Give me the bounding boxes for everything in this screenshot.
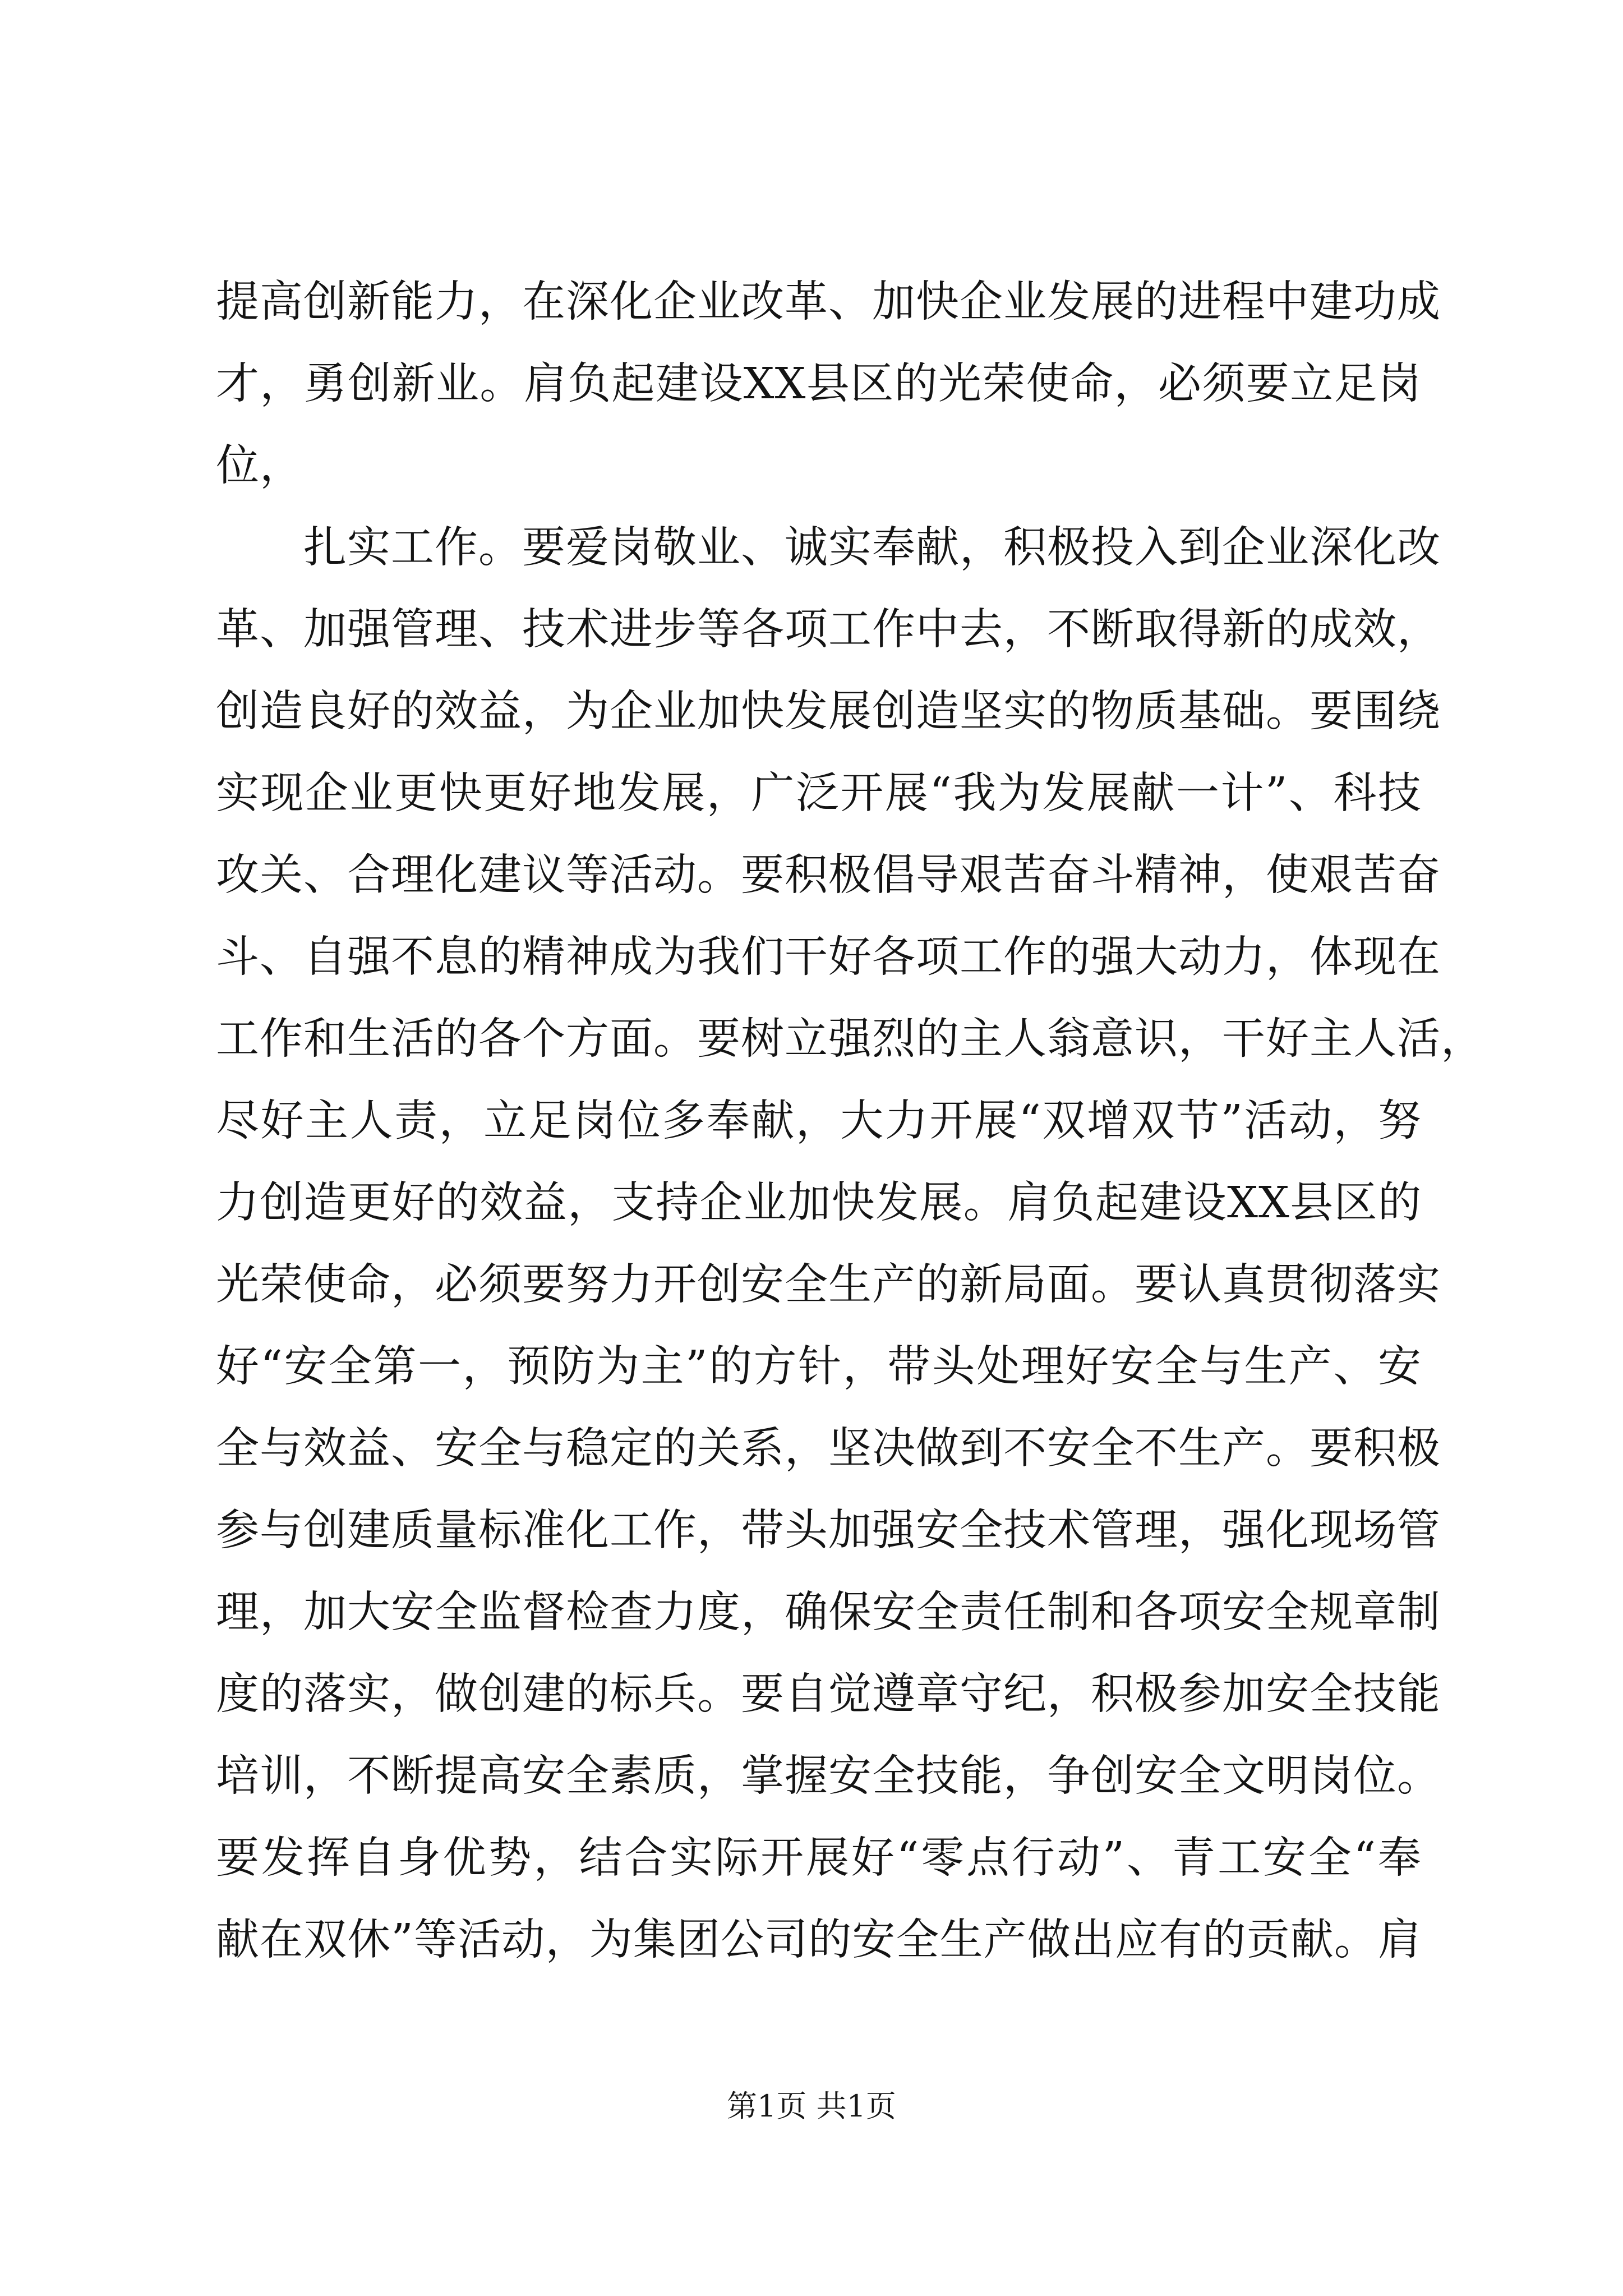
text-line: 提高创新能力，在深化企业改革、加快企业发展的进程中建功成 [216,277,1441,327]
text-line: 光荣使命，必须要努力开创安全生产的新局面。要认真贯彻落实 [216,1260,1441,1310]
text-line: 实现企业更快更好地发展，广泛开展“我为发展献一计”、科技 [216,769,1422,818]
text-line: 工作和生活的各个方面。要树立强烈的主人翁意识，干好主人活， [216,1014,1484,1064]
text-line: 参与创建质量标准化工作，带头加强安全技术管理，强化现场管 [216,1506,1441,1556]
text-line: 全与效益、安全与稳定的关系，坚决做到不安全不生产。要积极 [216,1424,1441,1474]
page-number-footer: 第1页 共1页 [727,2088,896,2124]
text-line: 理，加大安全监督检查力度，确保安全责任制和各项安全规章制 [216,1588,1441,1637]
text-line: 尽好主人责，立足岗位多奉献，大力开展“双增双节”活动，努 [216,1096,1422,1146]
text-line: 度的落实，做创建的标兵。要自觉遵章守纪，积极参加安全技能 [216,1669,1441,1719]
text-line: 革、加强管理、技术进步等各项工作中去，不断取得新的成效， [216,605,1441,655]
body-text [216,261,1484,1981]
text-line: 培训，不断提高安全素质，掌握安全技能，争创安全文明岗位。 [216,1751,1441,1801]
text-line: 要发挥自身优势，结合实际开展好“零点行动”、青工安全“奉 [216,1833,1422,1883]
text-line: 位， [216,441,303,491]
text-line: 斗、自强不息的精神成为我们干好各项工作的强大动力，体现在 [216,932,1441,982]
text-line: 才，勇创新业。肩负起建设XX县区的光荣使命，必须要立足岗 [216,359,1422,409]
text-line: 扎实工作。要爱岗敬业、诚实奉献，积极投入到企业深化改 [303,523,1441,573]
text-line: 攻关、合理化建议等活动。要积极倡导艰苦奋斗精神，使艰苦奋 [216,850,1441,900]
text-line: 创造良好的效益，为企业加快发展创造坚实的物质基础。要围绕 [216,687,1441,737]
text-line: 力创造更好的效益，支持企业加快发展。肩负起建设XX县区的 [216,1178,1422,1228]
text-line: 献在双休”等活动，为集团公司的安全生产做出应有的贡献。肩 [216,1915,1422,1965]
text-line: 好“安全第一，预防为主”的方针，带头处理好安全与生产、安 [216,1342,1422,1392]
